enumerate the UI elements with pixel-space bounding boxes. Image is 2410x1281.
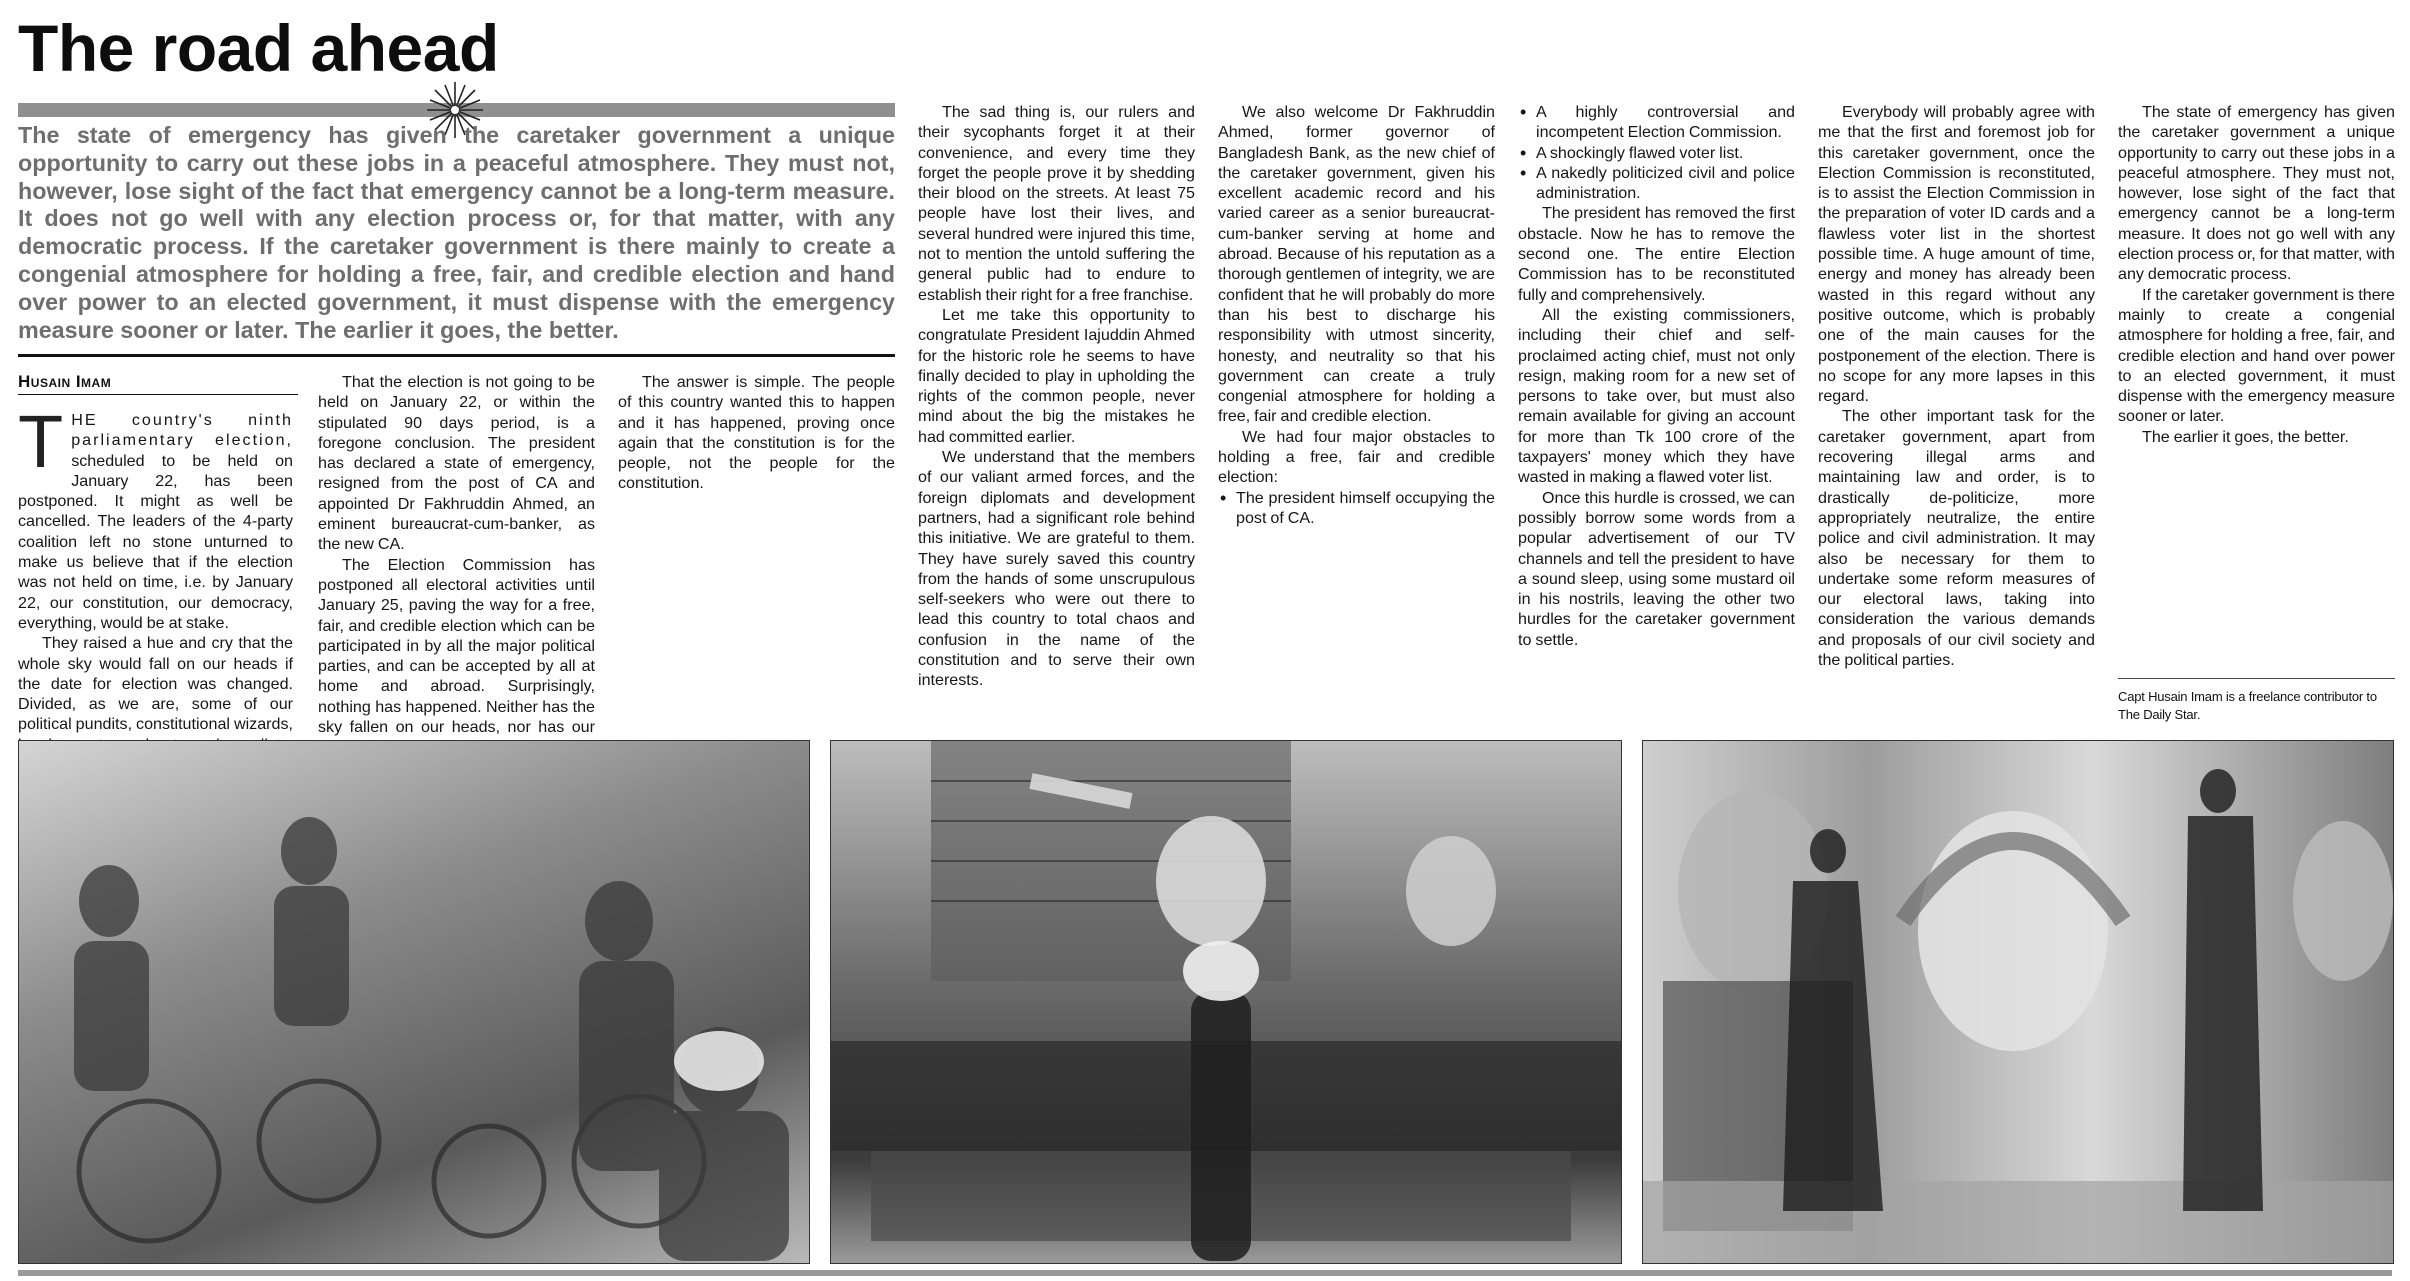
paragraph-18: The earlier it goes, the better. bbox=[2142, 427, 2349, 446]
paragraph-10: We had four major obstacles to holding a free, fair and credible election: bbox=[1218, 427, 1495, 487]
paragraph-12: All the existing commissioners, including their chief and self-proclaimed acting chief, must not only resign, making room for a new set of persons to take over, but must also remain available for giving an account for more than Tk 100 crore of the taxpayers' money which they have wasted in making a flawed voter list. bbox=[1518, 305, 1795, 487]
lead-paragraph bbox=[18, 400, 293, 633]
article-column-2 bbox=[318, 372, 595, 798]
lead-rest: scheduled to be held on January 22, has been postponed. It might as well be cancelled. The leaders of the 4-party coalition left no stone unturned to make us believe that if the election was not held on time, i.e. by January 22, our constitution, our democracy, everything, would be at stake. bbox=[18, 451, 293, 632]
obstacle-list-cont bbox=[1518, 102, 1795, 203]
obstacle-list bbox=[1218, 488, 1495, 529]
paragraph-3: That the election is not going to be held on January 22, or within the stipulated 90 days period, is a foregone conclusion. The president has declared a state of emergency, resigned from the post of CA and appointed Dr Fakhruddin Ahmed, an eminent bureaucrat-cum-banker, as the new CA. bbox=[318, 373, 595, 554]
article-column-4 bbox=[918, 102, 1195, 691]
article-column-1 bbox=[18, 400, 293, 796]
lead-firstline: HE country's ninth parliamentary election, bbox=[71, 411, 293, 450]
list-item: • A nakedly politicized civil and police administration. bbox=[1518, 163, 1795, 204]
paragraph-2: They raised a hue and cry that the whole sky would fall on our heads if the date for election was changed. Divided, as we are, some of our political pundits, constitutional wizards, bbox=[18, 634, 293, 734]
paragraph-11: The president has removed the first obstacle. Now he has to remove the second one. The entire Election Commission has to be reconstituted fully and comprehensively. bbox=[1518, 204, 1795, 304]
article-column-8 bbox=[2118, 102, 2395, 447]
deck-rule bbox=[18, 354, 895, 357]
paragraph-9: We also welcome Dr Fakhruddin Ahmed, former governor of Bangladesh Bank, as the new chief of the caretaker government, given his excellent academic record and his varied career as a senior bureaucrat-cum-banker serving at home and abroad. Because of his reputation as a thorough gentlemen of integrity, we are confident that he will probably do more than his best to discharge his responsibility with utmost sincerity, honesty, and neutrality so that his government can create a truly congenial atmosphere for holding a free, fair and credible election. bbox=[1218, 103, 1495, 426]
paragraph-15: The other important task for the caretaker government, apart from recovering illegal arms and maintaining law and order, is to drastically de-politicize, more appropriately neutralize, the entire police and civil administration. It may also be necessary for them to undertake some reform measures of our electoral laws, taking into consideration the various demands and proposals of our civil society and the political parties. bbox=[1818, 407, 2095, 670]
paragraph-16: The state of emergency has given the caretaker government a unique opportunity to carry out these jobs in a peaceful atmosphere. They must not, however, lose sight of the fact that emergency cannot be a long-term measure. It does not go well with any election process or, for that matter, with any democratic process. bbox=[2118, 103, 2395, 284]
paragraph-14: Everybody will probably agree with me that the first and foremost job for this caretaker government, once the Election Commission is reconstituted, is to assist the Election Commission in the preparation of voter ID cards and a flawless voter list in the shortest possible time. A huge amount of time, energy and money has already been wasted in this regard without any positive outcome, which is probably one of the main causes for the postponement of the election. There is no scope for any more lapses in this regard. bbox=[1818, 103, 2095, 406]
rickshaw-crowd-image bbox=[19, 741, 809, 1263]
byline-rule bbox=[18, 394, 298, 395]
headline: The road ahead bbox=[18, 11, 499, 85]
paragraph-5: The answer is simple. The people of this country wanted this to happen and it has happened, proving once again that the constitution is for the people, not the people for the constitution. bbox=[618, 373, 895, 493]
footer-rule bbox=[18, 1270, 2392, 1276]
deck-summary: The state of emergency has given the caretaker government a unique opportunity to carry out these jobs in a peaceful atmosphere. They must not, however, lose sight of the fact that emergency cannot be a long-term measure. It does not go well with any election process or, for that matter, with any democratic process. If the caretaker government is there mainly to create a congenial atmosphere for holding a free, fair, and credible election and hand over power to an elected government, it must dispense with the emergency measure sooner or later. The earlier it goes, the better. bbox=[18, 122, 895, 343]
article-column-7 bbox=[1818, 102, 2095, 670]
article-column-3 bbox=[618, 372, 895, 494]
list-item: • The president himself occupying the post of CA. bbox=[1218, 488, 1495, 529]
dropcap: T bbox=[18, 400, 64, 483]
byline: Husain Imam bbox=[18, 372, 112, 391]
author-credit: Capt Husain Imam is a freelance contributor to The Daily Star. bbox=[2118, 689, 2377, 722]
list-item: • A highly controversial and incompetent Election Commission. bbox=[1518, 102, 1795, 143]
photo-rickshaw-crowd bbox=[18, 740, 810, 1264]
article-column-5 bbox=[1218, 102, 1495, 528]
paragraph-8: We understand that the members of our valiant armed forces, and the foreign diplomats and development partners, had a significant role behind this initiative. We are grateful to them. They have surely saved this country from the hands of some unscrupulous self-seekers who were out there to lead this country to total chaos and confusion in the name of the constitution and to serve their own interests. bbox=[918, 448, 1195, 690]
article-column-6 bbox=[1518, 102, 1795, 650]
paragraph-4: The Election Commission has postponed all electoral activities until January 25, paving the way for a free, fair, and credible election which can be participated in by all the major political parties, and can be accepted by all at home and abroad. Surprisingly, nothing has happened. Neither has the sky fallen on our heads, nor has our bbox=[318, 555, 595, 737]
paragraph-17: If the caretaker government is there mainly to create a congenial atmosphere for holding a free, fair, and credible election and hand over power to an elected government, it must dispense with the emergency measure sooner or later. bbox=[2118, 285, 2395, 426]
photo-street-mural bbox=[1642, 740, 2394, 1264]
credit-rule bbox=[2118, 678, 2395, 679]
paragraph-13: Once this hurdle is crossed, we can possibly borrow some words from a popular advertisement of our TV channels and tell the president to have a sound sleep, using some mustard oil in his nostrils, leaving the other two hurdles for the caretaker government to settle. bbox=[1518, 488, 1795, 649]
photo-billboard-painting bbox=[830, 740, 1622, 1264]
paragraph-6: The sad thing is, our rulers and their sycophants forget it at their convenience, and every time they forget the people prove it by shedding their blood on the streets. At least 75 people have lost their lives, and several hundred were injured this time, not to mention the untold suffering the general public had to endure to establish their right for a free franchise. bbox=[918, 103, 1195, 304]
street-mural-image bbox=[1643, 741, 2393, 1263]
billboard-painting-image bbox=[831, 741, 1621, 1263]
paragraph-7: Let me take this opportunity to congratulate President Iajuddin Ahmed for the historic role he seems to have finally decided to play in upholding the rights of the common people, never mind about the big the mistakes he had committed earlier. bbox=[918, 305, 1195, 446]
list-item: • A shockingly flawed voter list. bbox=[1518, 143, 1795, 163]
